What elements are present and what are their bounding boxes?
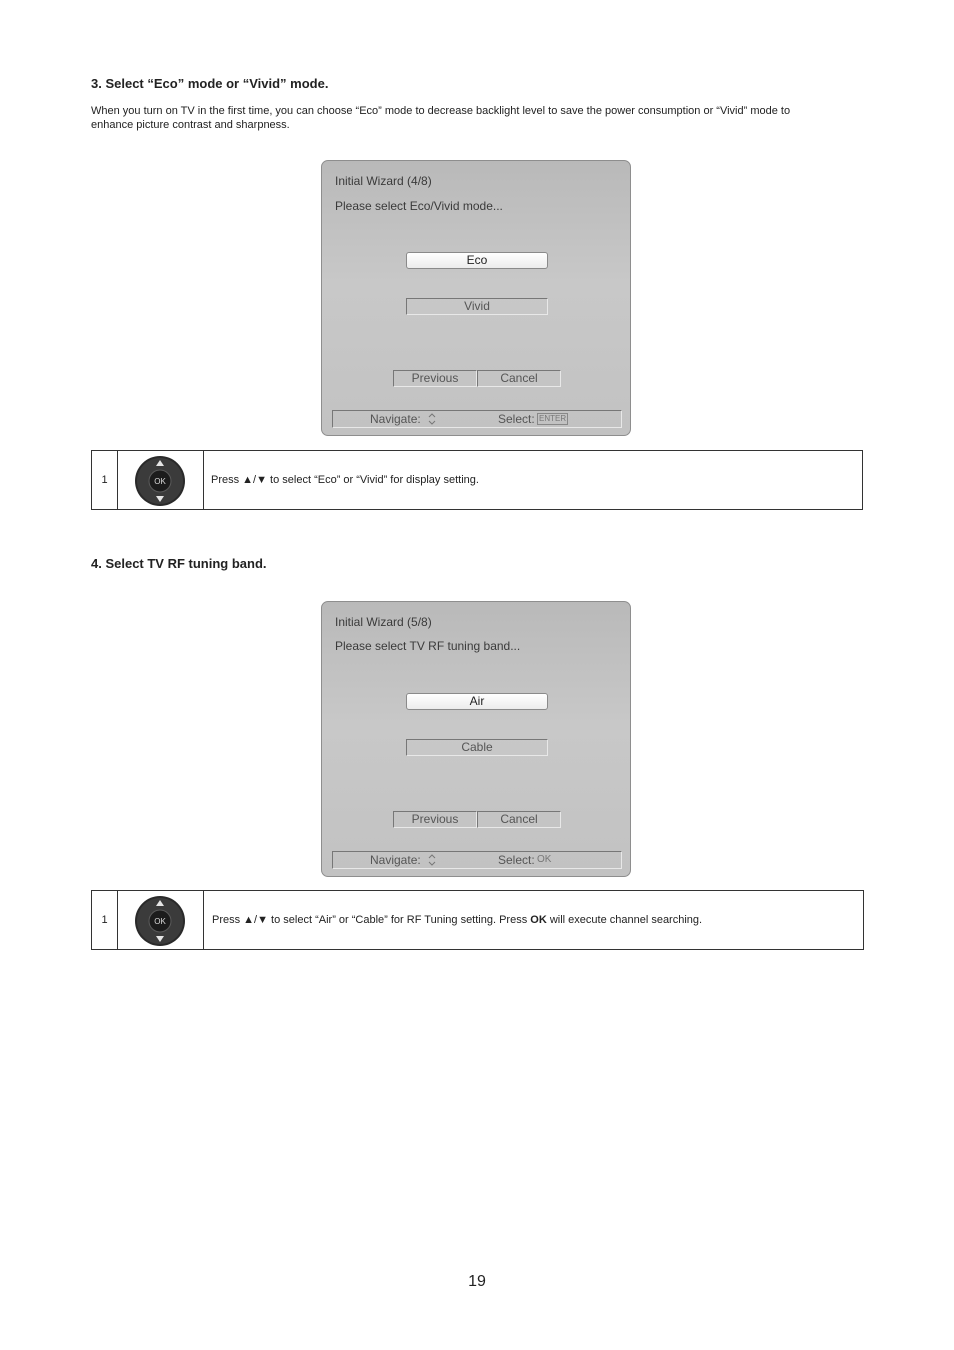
select-label: Select: (498, 412, 535, 426)
wizard-title: Initial Wizard (4/8) (335, 174, 432, 188)
section-4-heading: 4. Select TV RF tuning band. (91, 556, 267, 571)
remote-dpad-icon (134, 895, 186, 947)
ok-key-label: OK (154, 477, 166, 486)
select-label: Select: (498, 853, 535, 867)
up-down-arrows-icon (428, 853, 436, 867)
eco-option[interactable]: Eco (406, 252, 548, 269)
page-number: 19 (468, 1273, 486, 1290)
step-description: Press ▲/▼ to select “Eco” or “Vivid” for display setting. (211, 474, 479, 486)
wizard-prompt: Please select TV RF tuning band... (335, 639, 521, 653)
navigate-label: Navigate: (370, 853, 421, 867)
cable-option[interactable]: Cable (406, 739, 548, 756)
wizard-prompt: Please select Eco/Vivid mode... (335, 199, 503, 213)
enter-key-icon: ENTER (539, 414, 567, 423)
section-3-paragraph-line-2: enhance picture contrast and sharpness. (91, 119, 290, 131)
step-description-ok-key: OK (530, 914, 547, 926)
previous-button[interactable]: Previous (393, 370, 477, 387)
remote-cell (117, 451, 204, 509)
air-option[interactable]: Air (406, 693, 548, 710)
section-3-paragraph-line-1: When you turn on TV in the first time, you can choose “Eco” mode to decrease backlight level to save the power consumption or “Vivid” mode to (91, 105, 791, 117)
step-description-part-2: will execute channel searching. (546, 914, 703, 926)
cancel-button[interactable]: Cancel (477, 370, 561, 387)
step-number: 1 (92, 451, 118, 509)
section-3-heading: 3. Select “Eco” mode or “Vivid” mode. (91, 76, 329, 91)
up-down-arrows-icon (428, 412, 436, 426)
step-table-eco-vivid (91, 450, 863, 510)
ok-key-label: OK (154, 917, 166, 926)
ok-key-icon: OK (537, 854, 552, 865)
navigate-label: Navigate: (370, 412, 421, 426)
help-bar (332, 410, 622, 428)
eco-vivid-wizard-dialog (321, 160, 631, 436)
vivid-option[interactable]: Vivid (406, 298, 548, 315)
remote-dpad-icon (134, 455, 186, 507)
step-table-rf-band (91, 890, 864, 950)
step-number: 1 (92, 891, 118, 949)
wizard-title: Initial Wizard (5/8) (335, 615, 432, 629)
previous-button[interactable]: Previous (393, 811, 477, 828)
cancel-button[interactable]: Cancel (477, 811, 561, 828)
remote-cell (117, 891, 204, 949)
help-bar (332, 851, 622, 869)
step-description (212, 891, 702, 949)
rf-band-wizard-dialog (321, 601, 631, 877)
step-description-part-1: Press ▲/▼ to select “Air” or “Cable” for RF Tuning setting. Press (212, 914, 531, 926)
section-3-paragraph (91, 104, 790, 132)
